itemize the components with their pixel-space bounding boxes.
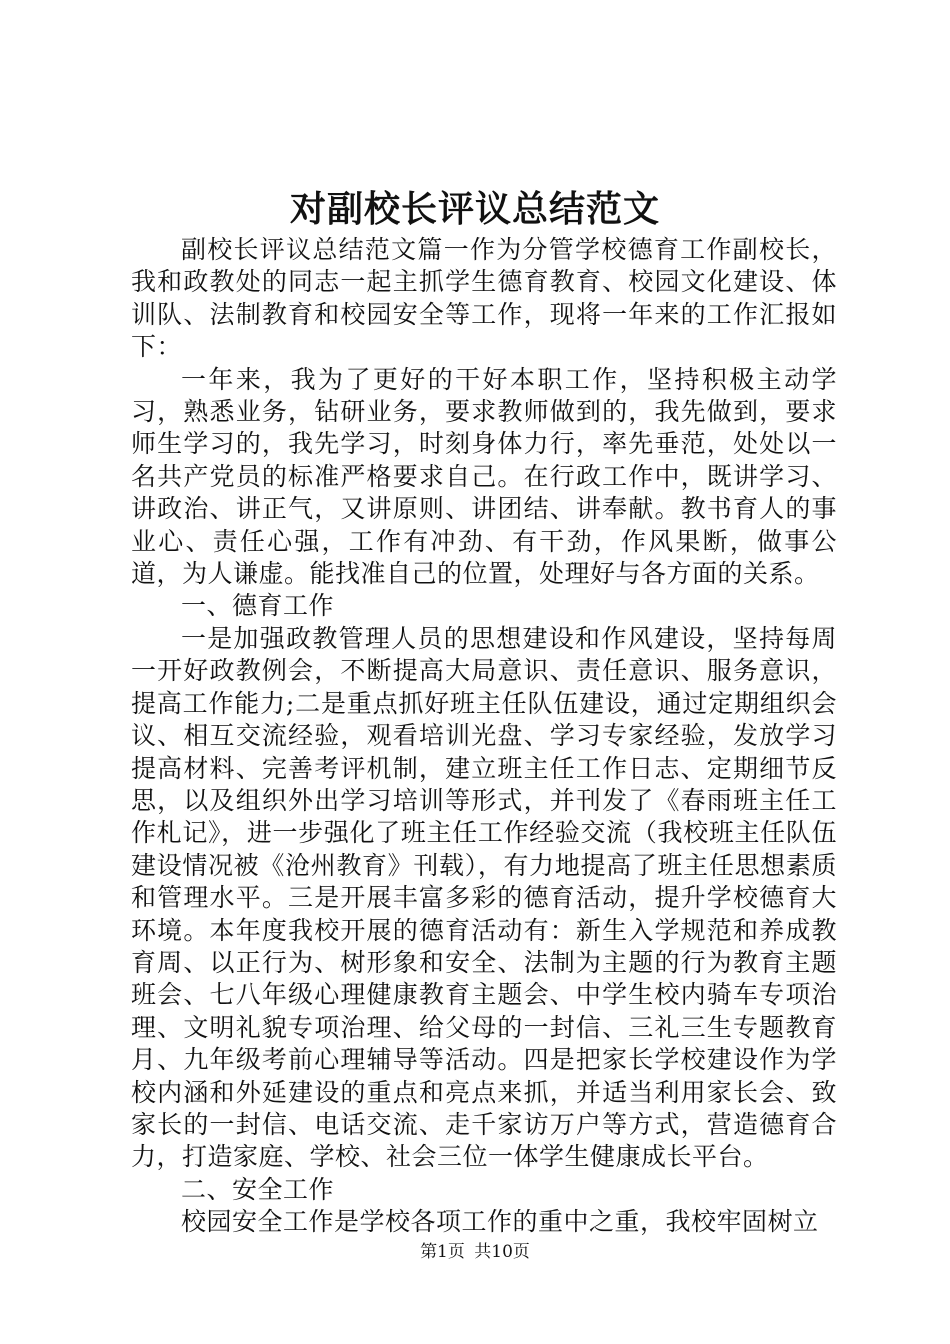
paragraph-intro: 副校长评议总结范文篇一作为分管学校德育工作副校长，我和政教处的同志一起主抓学生德育教育、校园文化建设、体训队、法制教育和校园安全等工作，现将一年来的工作汇报如下： [131,235,837,362]
paragraph-self-review: 一年来，我为了更好的干好本职工作，坚持积极主动学习，熟悉业务，钻研业务，要求教师做到的，我先做到，要求师生学习的，我先学习，时刻身体力行，率先垂范，处处以一名共产党员的标准严格要求自己。在行政工作中，既讲学习、讲政治、讲正气，又讲原则、讲团结、讲奉献。教书育人的事业心、责任心强，工作有冲劲、有干劲，作风果断，做事公道，为人谦虚。能找准自己的位置，处理好与各方面的关系。 [131,364,837,589]
page-total: 共10页 [474,1242,530,1262]
page-number: 第1页 [420,1242,465,1262]
paragraph-moral-education: 一是加强政教管理人员的思想建设和作风建设，坚持每周一开好政教例会，不断提高大局意识、责任意识、服务意识，提高工作能力;二是重点抓好班主任队伍建设，通过定期组织会议、相互交流经验，观看培训光盘、学习专家经验，发放学习提高材料、完善考评机制，建立班主任工作日志、定期细节反思，以及组织外出学习培训等形式，并刊发了《春雨班主任工作札记》，进一步强化了班主任工作经验交流（我校班主任队伍建设情况被《沧州教育》刊载），有力地提高了班主任思想素质和管理水平。三是开展丰富多彩的德育活动，提升学校德育大环境。本年度我校开展的德育活动有：新生入学规范和养成教育周、以正行为、树形象和安全、法制为主题的行为教育主题班会、七八年级心理健康教育主题会、中学生校内骑车专项治理、文明礼貌专项治理、给父母的一封信、三礼三生专题教育月、九年级考前心理辅导等活动。四是把家长学校建设作为学校内涵和外延建设的重点和亮点来抓，并适当利用家长会、致家长的一封信、电话交流、走千家访万户等方式，营造德育合力，打造家庭、学校、社会三位一体学生健康成长平台。 [131,623,837,1172]
page-title: 对副校长评议总结范文 [289,188,660,230]
page-footer [0,1240,950,1264]
section-heading-safety: 二、安全工作 [181,1174,335,1204]
document-body [131,234,837,1239]
paragraph-safety: 校园安全工作是学校各项工作的重中之重，我校牢固树立 [181,1207,819,1237]
section-heading-moral-education: 一、德育工作 [181,591,335,621]
